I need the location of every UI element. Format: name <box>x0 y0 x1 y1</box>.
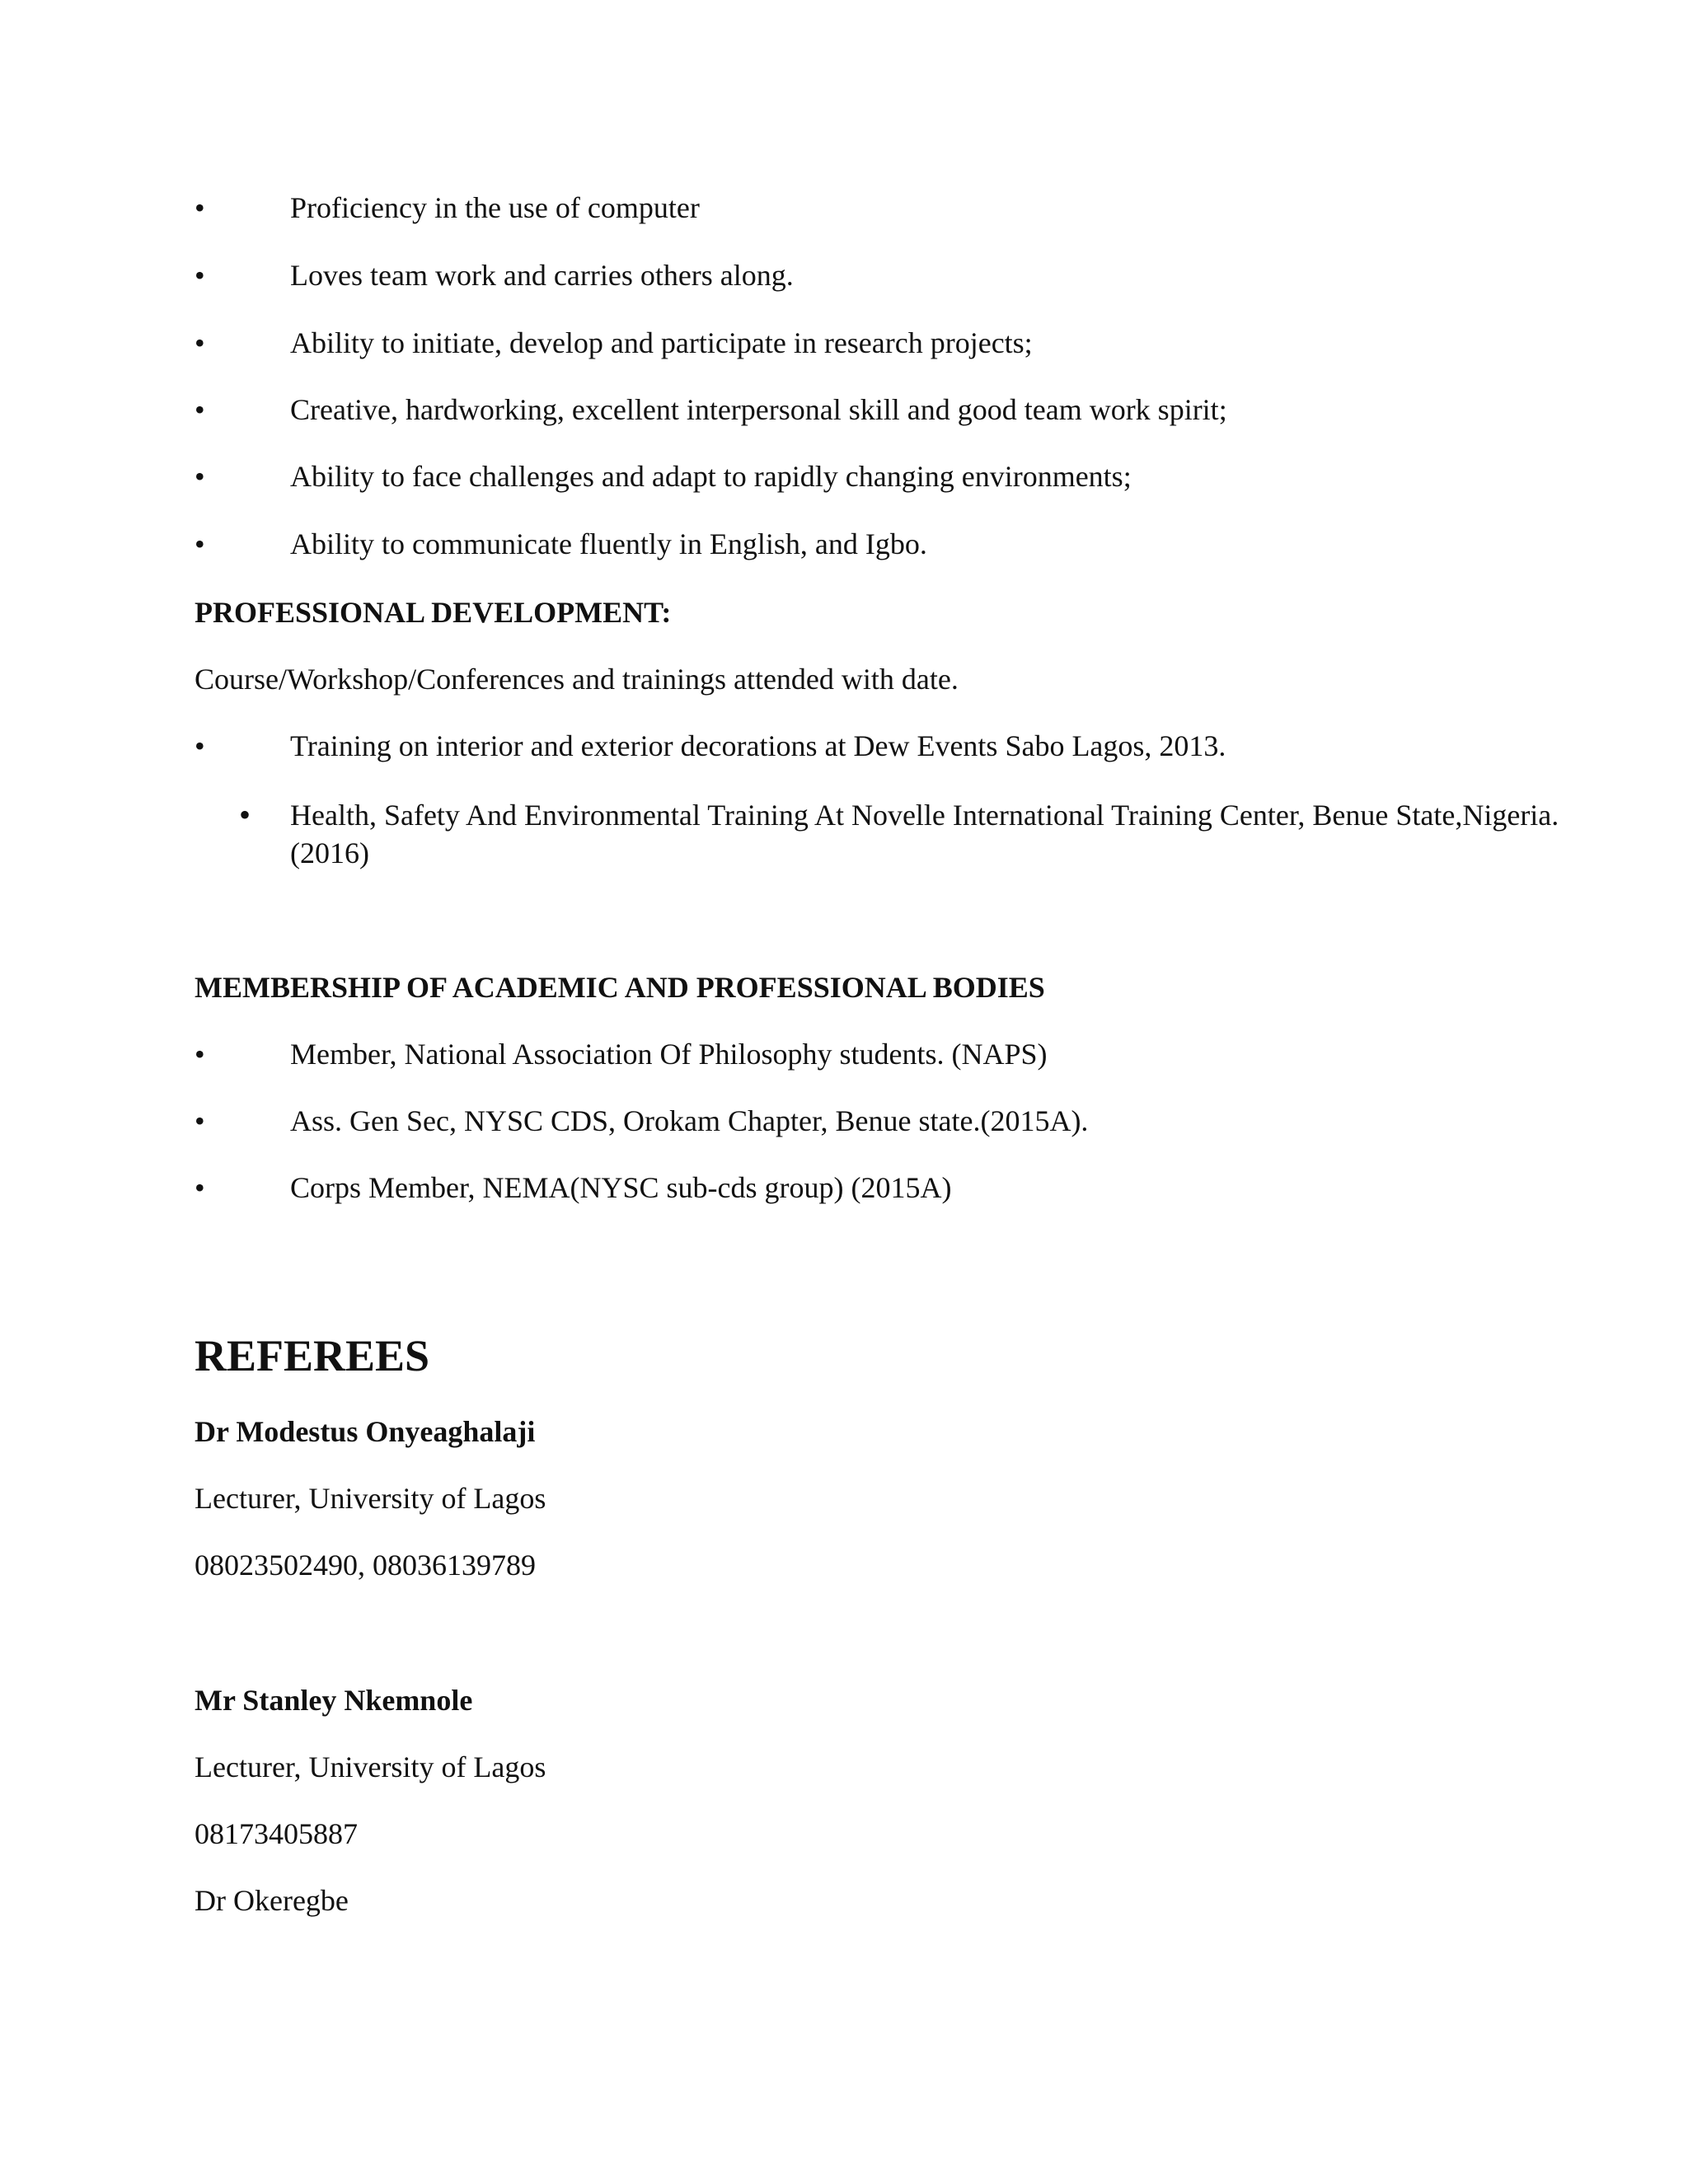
membership-text: Ass. Gen Sec, NYSC CDS, Orokam Chapter, Benue state.(2015A). <box>290 1104 1089 1137</box>
skill-text: Ability to communicate fluently in English, and Igbo. <box>290 527 927 560</box>
skill-text: Loves team work and carries others along. <box>290 259 794 292</box>
bullet-mark: • <box>195 1104 205 1137</box>
referee-role: Lecturer, University of Lagos <box>195 1482 546 1515</box>
bullet-mark: • <box>195 259 205 292</box>
skill-text: Creative, hardworking, excellent interpersonal skill and good team work spirit; <box>290 393 1227 426</box>
bullet-mark: • <box>195 527 205 560</box>
referees-heading: REFEREES <box>195 1331 430 1380</box>
professional-development-heading: PROFESSIONAL DEVELOPMENT: <box>195 596 672 629</box>
bullet-mark: • <box>195 326 205 359</box>
membership-text: Corps Member, NEMA(NYSC sub-cds group) (2015A) <box>290 1171 952 1204</box>
bullet-mark: • <box>195 1038 205 1071</box>
referee-name: Mr Stanley Nkemnole <box>195 1684 473 1717</box>
membership-heading: MEMBERSHIP OF ACADEMIC AND PROFESSIONAL BODIES <box>195 971 1045 1004</box>
skill-text: Proficiency in the use of computer <box>290 191 700 224</box>
referee-role: Lecturer, University of Lagos <box>195 1750 546 1783</box>
referee-last-entry: Dr Okeregbe <box>195 1884 349 1917</box>
professional-development-intro: Course/Workshop/Conferences and trainings attended with date. <box>195 663 959 696</box>
referee-name: Dr Modestus Onyeaghalaji <box>195 1415 536 1448</box>
training-text: Training on interior and exterior decorations at Dew Events Sabo Lagos, 2013. <box>290 729 1226 762</box>
bullet-mark: • <box>195 1171 205 1204</box>
bullet-mark: • <box>195 191 205 224</box>
bullet-mark: • <box>239 796 251 833</box>
membership-text: Member, National Association Of Philosophy students. (NAPS) <box>290 1038 1048 1071</box>
training-text: Health, Safety And Environmental Training At Novelle International Training Center, Benue State,Nigeria.(2016) <box>290 799 1559 869</box>
bullet-mark: • <box>195 729 205 762</box>
referee-phone: 08023502490, 08036139789 <box>195 1549 536 1582</box>
skill-text: Ability to face challenges and adapt to rapidly changing environments; <box>290 460 1132 493</box>
skill-text: Ability to initiate, develop and participate in research projects; <box>290 326 1033 359</box>
bullet-mark: • <box>195 393 205 426</box>
bullet-mark: • <box>195 460 205 493</box>
referee-phone: 08173405887 <box>195 1817 358 1850</box>
